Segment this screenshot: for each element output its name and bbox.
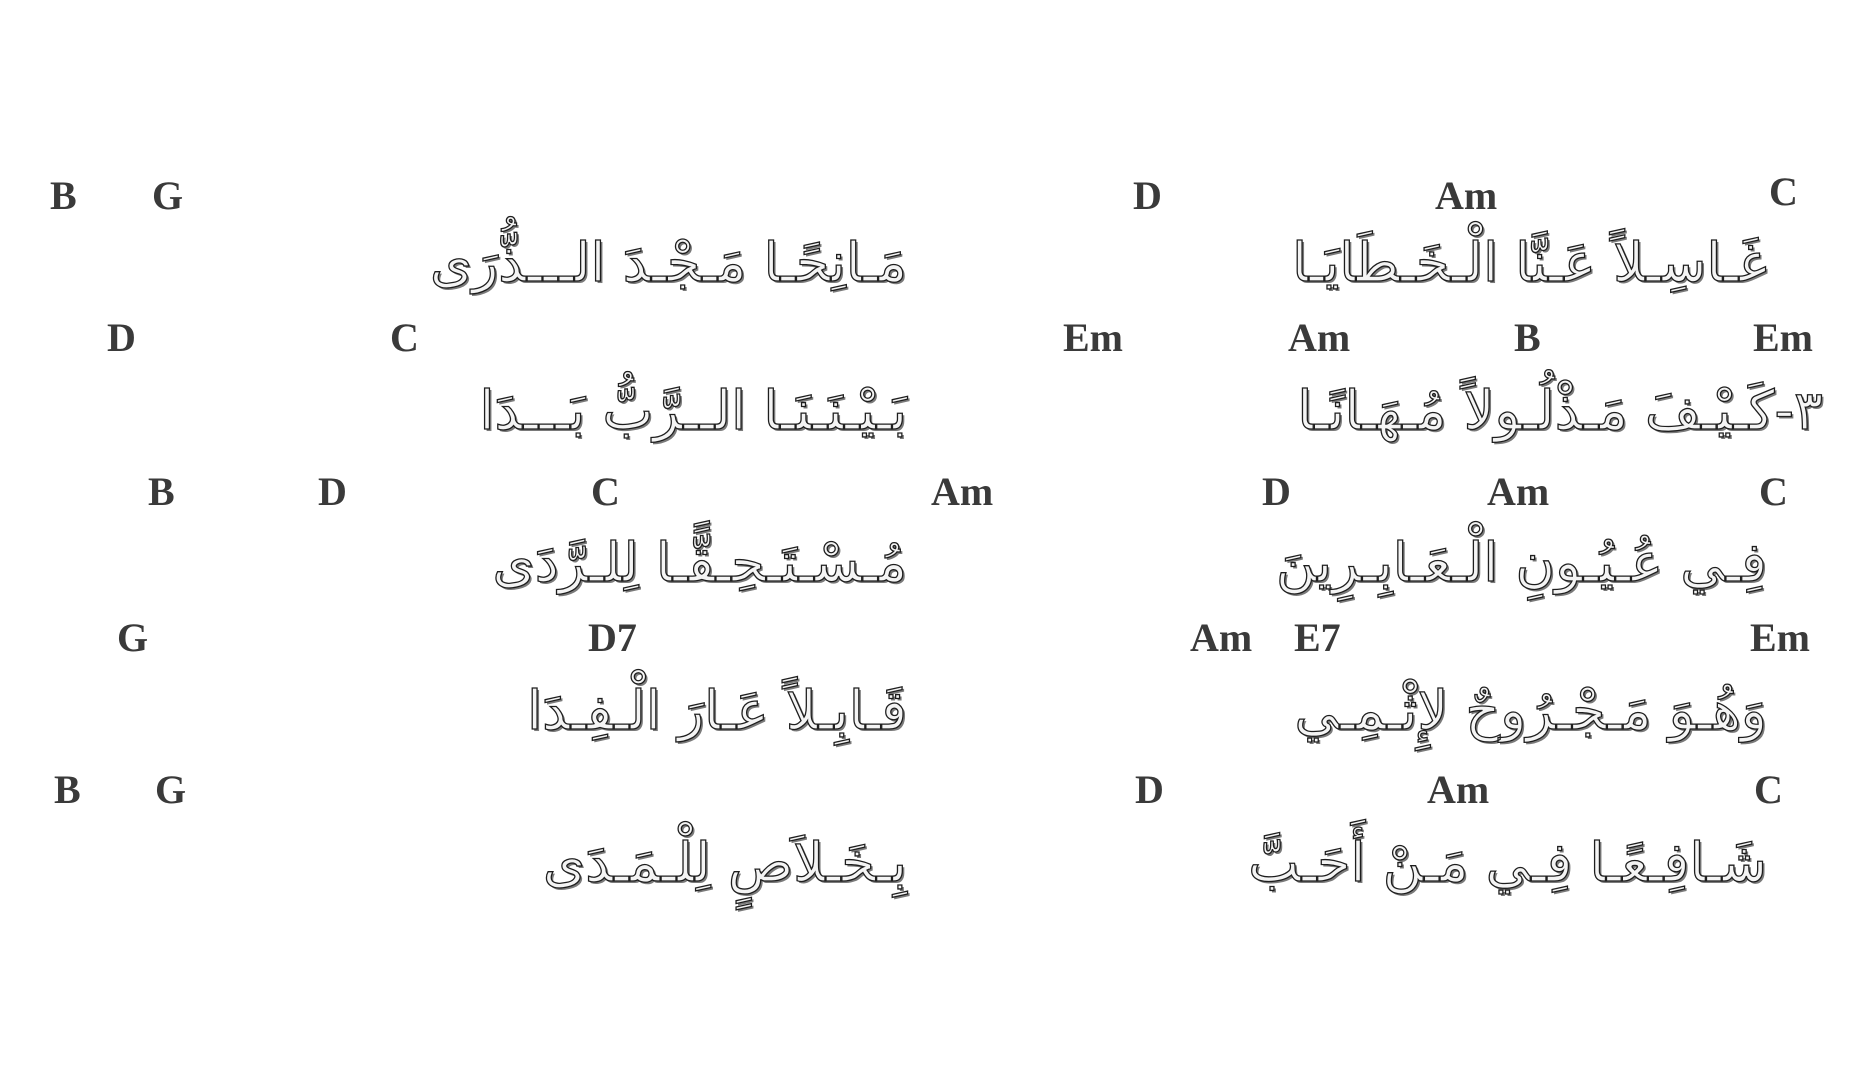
chord-label: Am bbox=[1487, 469, 1550, 514]
chord-label: B bbox=[148, 469, 175, 514]
chord-label: Am bbox=[1288, 315, 1351, 360]
chord-label: Am bbox=[931, 469, 994, 514]
lyric-line-5-right: شَـافِـعًـا فِـي مَـنْ أَحَـبَّ bbox=[1248, 831, 1767, 894]
chord-label: D bbox=[107, 315, 136, 360]
chord-label: C bbox=[1754, 767, 1783, 812]
chord-label: G bbox=[155, 767, 187, 812]
chord-label: C bbox=[1759, 469, 1788, 514]
chord-label: Em bbox=[1063, 315, 1123, 360]
chord-label: Em bbox=[1753, 315, 1813, 360]
chord-label: B bbox=[54, 767, 81, 812]
lyric-line-1-left: مَـانِحًـا مَـجْـدَ الـــذُّرَى bbox=[429, 231, 907, 294]
chord-label: Am bbox=[1427, 767, 1490, 812]
lyric-line-1-right: غَـاسِـلاً عَـنَّا الْـخَـطَايَـا bbox=[1292, 231, 1767, 294]
lyric-line-2-right: ٣-كَـيْـفَ مَـذْلُـولاً مُـهَـانًـا bbox=[1297, 379, 1823, 442]
lyric-line-2-left: بَـيْـنَـنَـا الــرَّبُّ بَـــدَا bbox=[479, 379, 907, 442]
lyric-line-3-right: فِـي عُـيُـونِ الْـعَـابِـرِينَ bbox=[1275, 531, 1767, 594]
lyric-line-4-right: وَهُـوَ مَـجْـرُوحٌ لإِثْـمِـي bbox=[1294, 679, 1767, 742]
chord-label: D7 bbox=[588, 615, 637, 660]
chord-label: Am bbox=[1190, 615, 1253, 660]
chord-label: G bbox=[117, 615, 149, 660]
chord-label: G bbox=[152, 173, 184, 218]
chord-label: D bbox=[318, 469, 347, 514]
chord-label: C bbox=[591, 469, 620, 514]
chord-label: B bbox=[50, 173, 77, 218]
chord-label: E7 bbox=[1294, 615, 1341, 660]
chord-label: Em bbox=[1750, 615, 1810, 660]
lyric-line-4-left: قَـابِـلاً عَـارَ الْـفِـدَا bbox=[527, 679, 907, 742]
chord-label: B bbox=[1514, 315, 1541, 360]
chord-label: C bbox=[1769, 169, 1798, 214]
lyric-line-3-left: مُـسْـتَـحِـقًّـا لِلـرَّدَى bbox=[492, 531, 907, 594]
chord-label: D bbox=[1133, 173, 1162, 218]
chord-label: C bbox=[390, 315, 419, 360]
chord-label: D bbox=[1135, 767, 1164, 812]
chord-label: Am bbox=[1435, 173, 1498, 218]
chord-label: D bbox=[1262, 469, 1291, 514]
lyric-line-5-left: بِـخَـلاَصٍ لِلْـمَـدَى bbox=[543, 831, 907, 894]
